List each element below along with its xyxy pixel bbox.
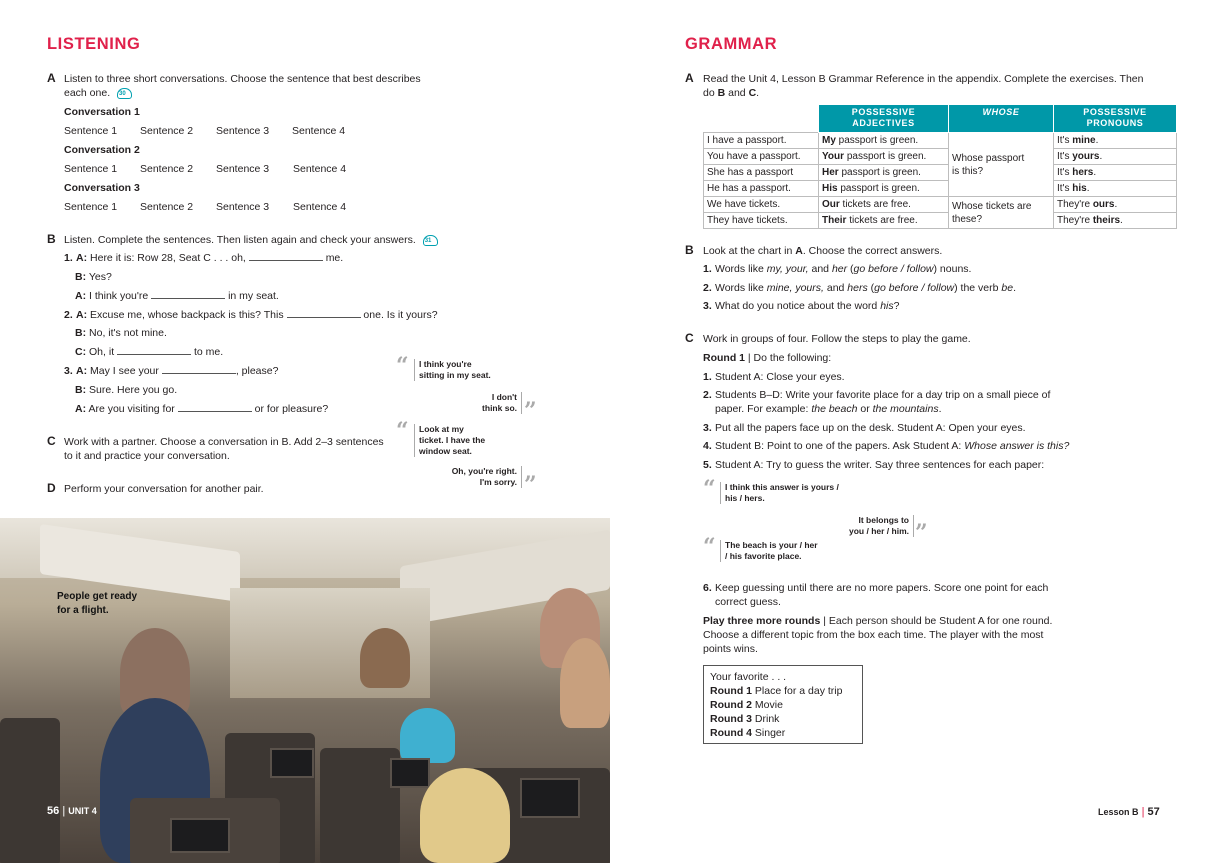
exercise-letter-c: C	[47, 434, 56, 448]
dialogue-line	[75, 383, 177, 397]
text: paper. For example:	[715, 403, 812, 415]
speaker: A:	[75, 290, 87, 302]
cell-bold: Her	[822, 167, 839, 178]
bubble-line: I don't	[491, 392, 517, 402]
table-row	[704, 181, 1177, 197]
text: Student A: Close your eyes.	[715, 371, 845, 383]
answer-blank[interactable]	[151, 290, 225, 299]
cell-line: Whose passport	[952, 152, 1025, 164]
table-row	[704, 213, 1177, 229]
open-quote-icon: “	[396, 418, 409, 444]
table-row	[704, 133, 1177, 149]
bubble-line: The beach is your / her	[725, 540, 818, 550]
choice-option[interactable]: go before / follow	[874, 282, 955, 294]
item-number: 2.	[703, 282, 712, 294]
round-label: Round 1	[710, 685, 752, 697]
table-row	[704, 197, 1177, 213]
exercise-letter-b: B	[685, 243, 694, 257]
more-rounds-line3: points wins.	[703, 643, 758, 655]
speaker: B:	[75, 384, 87, 396]
exercise-letter-c: C	[685, 331, 694, 345]
item-number: 6.	[703, 582, 712, 594]
option[interactable]: Sentence 4	[293, 163, 347, 175]
round-value: Place for a day trip	[754, 685, 843, 697]
table-cell: She has a passport	[704, 165, 819, 181]
option[interactable]: Sentence 3	[216, 163, 270, 175]
cell-text: .	[1120, 215, 1123, 226]
instruction-text: Listen. Complete the sentences. Then listen again and check your answers.	[64, 234, 416, 246]
bubble-line: window seat.	[419, 446, 472, 456]
listening-b-instruction	[64, 233, 438, 247]
item-number: 4.	[703, 440, 712, 452]
text: Keep guessing until there are no more papers. Score one point for each	[715, 582, 1049, 594]
speech-bubble	[460, 392, 522, 414]
close-quote-icon: ”	[524, 398, 537, 424]
table-cell	[1054, 133, 1177, 149]
speaker: A:	[76, 365, 88, 377]
dialogue-line	[75, 345, 223, 359]
listening-d-text: Perform your conversation for another pair.	[64, 483, 264, 495]
table-cell	[949, 133, 1054, 197]
text: .	[938, 403, 942, 415]
page-footer-right	[1098, 806, 1160, 818]
grammar-a-line1: Read the Unit 4, Lesson B Grammar Reference in the appendix. Complete the exercises. Then	[703, 73, 1144, 85]
footer-separator: |	[62, 805, 66, 817]
cell-text: They're	[1057, 215, 1093, 226]
option[interactable]: Sentence 2	[140, 125, 194, 137]
text: the mountains	[872, 403, 939, 415]
table-cell	[949, 197, 1054, 229]
text: | Do the following:	[745, 352, 832, 364]
line-text: Oh, it	[89, 346, 115, 358]
cell-text: passport is green.	[837, 183, 920, 194]
cell-bold: hers	[1072, 167, 1094, 178]
text: Student B: Point to one of the papers. Ask Student A:	[715, 440, 965, 452]
topic-box	[703, 665, 863, 744]
audio-track-icon[interactable]	[117, 88, 132, 99]
cell-bold: theirs	[1092, 215, 1121, 226]
answer-blank[interactable]	[162, 365, 236, 374]
table-header: POSSESSIVE PRONOUNS	[1054, 105, 1177, 133]
bubble-line: you / her / him.	[849, 526, 909, 536]
grammar-b-item	[703, 281, 1016, 295]
speaker: C:	[75, 346, 87, 358]
bubble-line: / his favorite place.	[725, 551, 802, 561]
speaker: A:	[76, 252, 88, 264]
line-text: me.	[325, 252, 344, 264]
topic-round	[710, 712, 856, 726]
text: his	[880, 300, 894, 312]
grammar-b-item	[703, 262, 971, 276]
game-step	[703, 439, 1069, 453]
text: ?	[893, 300, 900, 312]
line-text: Excuse me, whose backpack is this? This	[90, 309, 284, 321]
cell-text: It's	[1057, 183, 1073, 194]
table-cell	[1054, 149, 1177, 165]
speaker: B:	[75, 271, 87, 283]
text: | Each person should be Student A for one round.	[820, 615, 1053, 627]
grammar-b-item	[703, 299, 899, 313]
bubble-line: sitting in my seat.	[419, 370, 491, 380]
grammar-heading: GRAMMAR	[685, 35, 778, 53]
option[interactable]: Sentence 3	[216, 201, 270, 213]
text: Whose answer is this?	[964, 440, 1070, 452]
dialogue-line	[75, 270, 112, 284]
option[interactable]: Sentence 3	[216, 125, 270, 137]
bubble-line: I think you're	[419, 359, 472, 369]
answer-blank[interactable]	[287, 309, 361, 318]
text: my, your,	[766, 263, 809, 275]
text: (	[867, 282, 875, 294]
item-number: 2.	[703, 389, 712, 401]
page-number: 56	[47, 805, 60, 817]
game-step-line2: correct guess.	[715, 596, 781, 608]
table-cell: I have a passport.	[704, 133, 819, 149]
bubble-line: his / hers.	[725, 493, 765, 503]
item-number: 3.	[703, 300, 712, 312]
text: A	[795, 245, 803, 257]
speech-bubble	[414, 359, 491, 381]
table-cell	[819, 133, 949, 149]
line-text: Yes?	[88, 271, 112, 283]
item-number: 3.	[64, 365, 73, 377]
exercise-letter-a: A	[47, 71, 56, 85]
bubble-line: Oh, you're right.	[451, 466, 517, 476]
answer-blank[interactable]	[249, 252, 323, 261]
table-row	[704, 149, 1177, 165]
option[interactable]: Sentence 2	[140, 201, 194, 213]
line-text: I think you're	[89, 290, 149, 302]
listening-c-line2: to it and practice your conversation.	[64, 450, 230, 462]
page-number: 57	[1147, 806, 1160, 818]
cell-bold: His	[822, 183, 838, 194]
cell-text: tickets are free.	[846, 215, 918, 226]
round-value: Movie	[754, 699, 783, 711]
bubble-line: Look at my	[419, 424, 464, 434]
option[interactable]: Sentence 1	[64, 201, 118, 213]
item-number: 3.	[703, 422, 712, 434]
caption-line: People get ready	[57, 591, 138, 602]
line-text: , please?	[235, 365, 279, 377]
conversation-label: Conversation 2	[64, 144, 140, 156]
speaker: B:	[75, 327, 87, 339]
text: ) nouns.	[933, 263, 972, 275]
speaker: A:	[76, 309, 88, 321]
text: hers	[847, 282, 868, 294]
bubble-line: think so.	[482, 403, 517, 413]
grammar-c-instruction: Work in groups of four. Follow the steps to play the game.	[703, 333, 971, 345]
text: Look at the chart in	[703, 245, 796, 257]
line-text: or for pleasure?	[254, 403, 329, 415]
lesson-label: Lesson B	[1098, 807, 1139, 817]
listening-c-line1: Work with a partner. Choose a conversation in B. Add 2–3 sentences	[64, 436, 384, 448]
cell-text: It's	[1057, 151, 1073, 162]
cell-text: They're	[1057, 199, 1093, 210]
text: mine, yours,	[766, 282, 824, 294]
text: .	[1013, 282, 1017, 294]
text: Words like	[715, 282, 767, 294]
table-cell	[819, 197, 949, 213]
open-quote-icon: “	[703, 476, 716, 502]
grammar-b-instruction	[703, 244, 942, 258]
round-label: Round 3	[710, 713, 752, 725]
more-rounds-line2: Choose a different topic from the box each time. The player with the most	[703, 629, 1044, 641]
item-number: 1.	[64, 252, 73, 264]
cell-text: passport is green.	[838, 167, 921, 178]
text: and	[808, 263, 832, 275]
text: be	[1001, 282, 1014, 294]
dialogue-line	[64, 251, 343, 265]
option[interactable]: Sentence 1	[64, 125, 118, 137]
text: What do you notice about the word	[715, 300, 881, 312]
line-text: Sure. Here you go.	[89, 384, 178, 396]
text: do	[703, 87, 718, 99]
text: her	[831, 263, 848, 275]
cell-bold: Our	[822, 199, 840, 210]
cell-text: .	[1099, 151, 1103, 162]
listening-heading: LISTENING	[47, 35, 141, 53]
page-footer-left	[47, 805, 97, 817]
game-step	[703, 581, 1048, 595]
text: Words like	[715, 263, 767, 275]
line-text: in my seat.	[228, 290, 279, 302]
dialogue-line	[64, 308, 438, 322]
cell-line: Whose tickets are	[952, 200, 1032, 212]
text: and	[823, 282, 848, 294]
topic-round	[710, 698, 856, 712]
open-quote-icon: “	[396, 353, 409, 379]
cell-bold: Your	[822, 151, 845, 162]
table-cell	[1054, 213, 1177, 229]
text: Round 1	[703, 352, 745, 364]
line-text: No, it's not mine.	[89, 327, 167, 339]
speaker: A:	[75, 403, 87, 415]
table-cell: He has a passport.	[704, 181, 819, 197]
bubble-line: I'm sorry.	[479, 477, 517, 487]
item-number: 1.	[703, 371, 712, 383]
close-quote-icon: ”	[915, 520, 928, 546]
speech-bubble	[414, 424, 485, 457]
text: C	[748, 87, 757, 99]
topic-round	[710, 726, 856, 740]
text: Students B–D: Write your favorite place for a day trip on a small piece of	[715, 389, 1051, 401]
table-cell	[1054, 197, 1177, 213]
round-value: Singer	[754, 727, 786, 739]
cell-text: It's	[1057, 135, 1073, 146]
table-cell	[1054, 165, 1177, 181]
line-text: to me.	[193, 346, 224, 358]
dialogue-line	[75, 402, 328, 416]
text: (	[847, 263, 854, 275]
exercise-letter-b: B	[47, 232, 56, 246]
cell-text: tickets are free.	[839, 199, 911, 210]
cell-text: .	[1086, 183, 1090, 194]
table-cell: You have a passport.	[704, 149, 819, 165]
cell-bold: My	[822, 135, 836, 146]
text: or	[857, 403, 873, 415]
line-text: Are you visiting for	[88, 403, 175, 415]
grammar-a-line2	[703, 86, 759, 100]
option[interactable]: Sentence 1	[64, 163, 118, 175]
game-step	[703, 370, 845, 384]
cell-bold: ours	[1092, 199, 1115, 210]
cell-bold: yours	[1072, 151, 1100, 162]
line-text: Here it is: Row 28, Seat C . . . oh,	[90, 252, 246, 264]
table-cell	[1054, 181, 1177, 197]
game-step	[703, 421, 1026, 435]
more-rounds-line1	[703, 614, 1052, 628]
text: Put all the papers face up on the desk. Student A: Open your eyes.	[715, 422, 1026, 434]
dialogue-line	[75, 289, 279, 303]
text: the beach	[811, 403, 858, 415]
game-step-line2	[715, 402, 942, 416]
audio-track-number: 31	[424, 237, 432, 244]
round-label: Round 4	[710, 727, 752, 739]
footer-separator: |	[1141, 806, 1145, 818]
conversation-label: Conversation 1	[64, 106, 140, 118]
choice-option[interactable]: go before / follow	[853, 263, 934, 275]
round-value: Drink	[754, 713, 780, 725]
cell-text: passport is green.	[844, 151, 927, 162]
speech-bubble	[720, 540, 818, 562]
answer-blank[interactable]	[178, 403, 252, 412]
game-step	[703, 458, 1044, 472]
dialogue-line	[75, 326, 167, 340]
line-text: one. Is it yours?	[363, 309, 438, 321]
conversation-label: Conversation 3	[64, 182, 140, 194]
cell-text: It's	[1057, 167, 1073, 178]
close-quote-icon: ”	[524, 472, 537, 498]
table-header: WHOSE	[949, 105, 1054, 133]
game-step	[703, 388, 1050, 402]
table-cell	[819, 181, 949, 197]
exercise-letter-d: D	[47, 481, 56, 495]
text: ) the verb	[954, 282, 1002, 294]
open-quote-icon: “	[703, 534, 716, 560]
table-cell	[819, 213, 949, 229]
cell-text: .	[1093, 167, 1097, 178]
listening-a-instruction-line1: Listen to three short conversations. Choose the sentence that best describes	[64, 73, 421, 85]
bubble-line: I think this answer is yours /	[725, 482, 839, 492]
audio-track-icon[interactable]	[423, 235, 438, 246]
listening-a-text: each one.	[64, 87, 111, 99]
text: . Choose the correct answers.	[802, 245, 943, 257]
grammar-table	[703, 104, 1177, 229]
text: and	[725, 87, 749, 99]
answer-blank[interactable]	[117, 346, 191, 355]
cell-text: passport is green.	[835, 135, 919, 146]
topic-box-title: Your favorite . . .	[710, 671, 787, 683]
cell-bold: mine	[1072, 135, 1096, 146]
text: .	[756, 87, 760, 99]
cell-text: .	[1095, 135, 1099, 146]
text: B	[717, 87, 726, 99]
option[interactable]: Sentence 2	[140, 163, 194, 175]
speech-bubble	[830, 515, 914, 537]
text: Play three more rounds	[703, 615, 821, 627]
speech-bubble	[720, 482, 839, 504]
table-header: POSSESSIVE ADJECTIVES	[819, 105, 949, 133]
item-number: 5.	[703, 459, 712, 471]
cell-line: is this?	[952, 165, 984, 177]
audio-track-number: 30	[119, 90, 126, 97]
exercise-letter-a: A	[685, 71, 694, 85]
table-cell: They have tickets.	[704, 213, 819, 229]
dialogue-line	[64, 364, 278, 378]
photo-caption	[57, 590, 137, 618]
table-row	[704, 165, 1177, 181]
table-cell	[819, 165, 949, 181]
cell-line: these?	[952, 213, 983, 225]
bubble-line: ticket. I have the	[419, 435, 486, 445]
caption-line: for a flight.	[57, 605, 109, 616]
option[interactable]: Sentence 4	[292, 125, 346, 137]
item-number: 2.	[64, 309, 73, 321]
line-text: May I see your	[90, 365, 159, 377]
listening-a-instruction-line2	[64, 86, 132, 100]
text: Student A: Try to guess the writer. Say three sentences for each paper:	[715, 459, 1045, 471]
topic-round	[710, 684, 856, 698]
round-label: Round 2	[710, 699, 752, 711]
table-cell: We have tickets.	[704, 197, 819, 213]
bubble-line: It belongs to	[858, 515, 909, 525]
cell-text: .	[1114, 199, 1118, 210]
unit-label: UNIT 4	[68, 806, 97, 816]
cell-bold: Their	[822, 215, 847, 226]
round-1-label	[703, 351, 831, 365]
cell-bold: his	[1072, 183, 1087, 194]
speech-bubble	[440, 466, 522, 488]
item-number: 1.	[703, 263, 712, 275]
option[interactable]: Sentence 4	[293, 201, 347, 213]
table-cell	[819, 149, 949, 165]
